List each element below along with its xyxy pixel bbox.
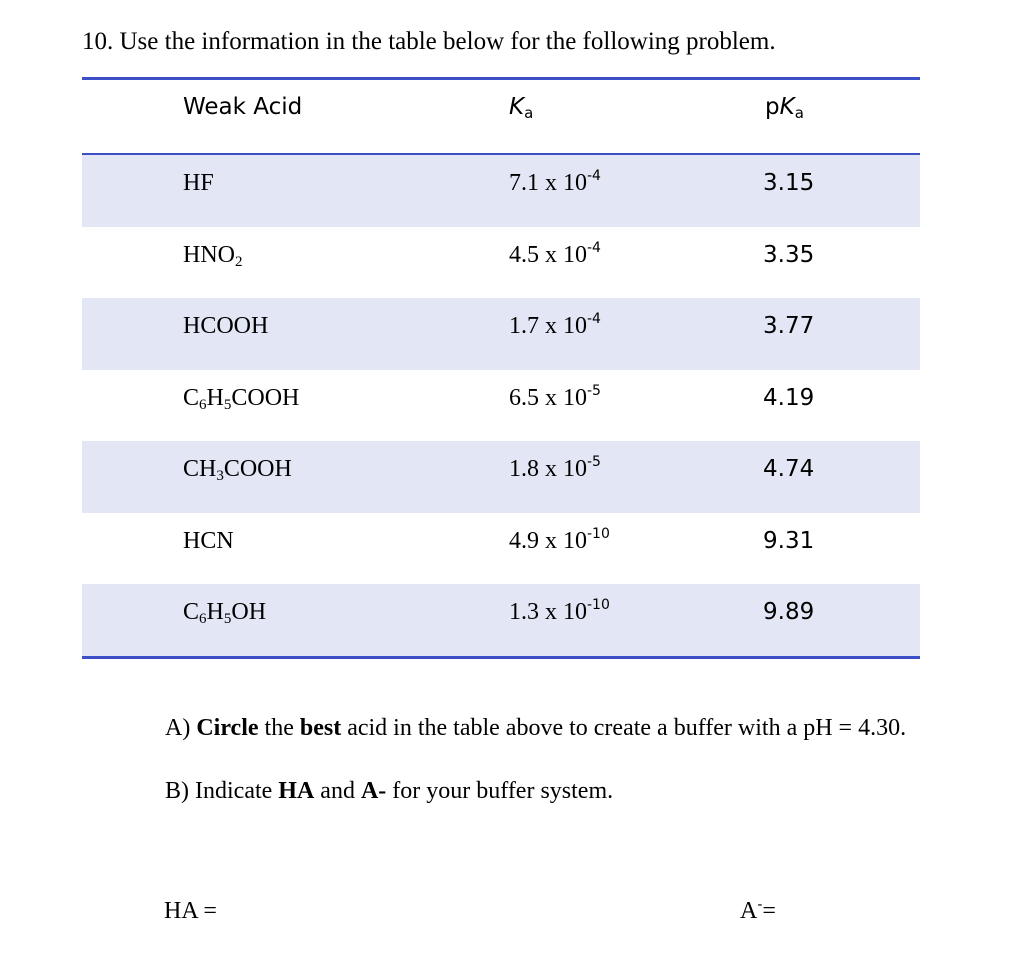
ka-exponent: -10 [587,597,610,613]
formula-text: C [183,599,200,625]
table-row [82,441,920,513]
answer-a-equals: = [762,898,776,924]
ka-exponent: -4 [587,239,601,256]
acid-formula-cell [183,311,268,341]
ka-value-cell [509,168,601,198]
answer-a-minus-label [740,896,776,926]
ka-value-cell [509,454,601,484]
pka-value-cell: 3.77 [763,313,815,339]
part-b-a-minus-word: A- [360,778,387,804]
header-ka-symbol: K [509,94,525,120]
header-pka [765,92,804,122]
answer-a-charge: - [757,897,763,913]
formula-text: HF [183,170,214,196]
part-a-prefix: A) [165,715,197,741]
acid-formula-cell [183,526,234,556]
ka-value-cell [509,526,610,556]
ka-value-cell [509,311,601,341]
part-b-ha-word: HA [278,778,315,804]
header-weak-acid: Weak Acid [183,94,303,120]
table-bottom-rule [82,656,920,659]
ka-value-cell [509,383,601,413]
part-a-best-word: best [299,715,342,741]
ka-mantissa: 6.5 x 10 [509,384,587,411]
formula-text: HNO [183,241,235,268]
formula-subscript: 2 [235,253,243,270]
answer-ha-label: HA = [164,898,217,924]
part-b-text2: for your buffer system. [386,778,614,804]
pka-value-cell: 3.35 [763,241,815,268]
header-ka-subscript: a [524,104,534,122]
pka-value-cell: 3.15 [763,170,815,196]
formula-subscript: 6 [199,611,207,627]
table-row [82,584,920,656]
ka-mantissa: 4.9 x 10 [509,527,587,554]
part-a-text2: acid in the table above to create a buffer with a pH = 4.30. [341,715,907,741]
formula-text: H [206,599,224,625]
formula-subscript: 5 [223,611,232,627]
pka-value-cell: 4.74 [763,456,815,482]
formula-text: COOH [231,384,300,411]
ka-mantissa: 7.1 x 10 [509,170,587,196]
table-row [82,370,920,442]
table-body [82,155,920,656]
ka-mantissa: 1.3 x 10 [509,599,587,625]
pka-value-cell: 9.89 [763,599,815,625]
formula-text: C [183,384,200,411]
header-pka-subscript: a [794,104,804,122]
part-a-text1: the [258,715,300,741]
table-row [82,513,920,585]
formula-subscript: 3 [216,468,224,484]
acid-formula-cell [183,454,292,484]
ka-exponent: -5 [587,454,601,470]
pka-value-cell: 9.31 [763,527,815,554]
formula-text: OH [231,599,267,625]
part-a-instruction [165,713,906,743]
question-title: 10. Use the information in the table below for the following problem. [82,28,776,55]
acid-formula-cell [183,168,214,198]
ka-mantissa: 1.8 x 10 [509,456,587,482]
header-ka [509,92,533,122]
pka-value-cell: 4.19 [763,384,815,411]
header-pka-symbol: K [779,94,795,120]
table-header-row [82,80,920,153]
acid-formula-cell [183,240,243,270]
table-row [82,298,920,370]
formula-text: HCOOH [183,313,269,339]
acid-table [82,77,920,659]
formula-subscript: 5 [223,396,232,413]
ka-exponent: -5 [587,382,601,399]
acid-formula-cell [183,383,299,413]
table-row [82,155,920,227]
table-row [82,227,920,299]
formula-text: HCN [183,527,234,554]
ka-mantissa: 4.5 x 10 [509,241,587,268]
formula-text: H [206,384,224,411]
part-b-prefix: B) Indicate [165,778,279,804]
ka-value-cell [509,240,601,270]
header-pka-prefix: p [765,94,780,120]
ka-mantissa: 1.7 x 10 [509,313,587,339]
acid-formula-cell [183,597,266,627]
part-b-instruction [165,776,613,806]
ka-exponent: -4 [587,168,601,184]
ka-value-cell [509,597,610,627]
formula-subscript: 6 [199,396,207,413]
ka-exponent: -4 [587,311,601,327]
part-b-text1: and [314,778,361,804]
formula-text: CH [183,456,217,482]
answer-a-symbol: A [740,898,758,924]
part-a-circle-word: Circle [196,715,259,741]
ka-exponent: -10 [587,525,610,542]
formula-text: COOH [223,456,292,482]
